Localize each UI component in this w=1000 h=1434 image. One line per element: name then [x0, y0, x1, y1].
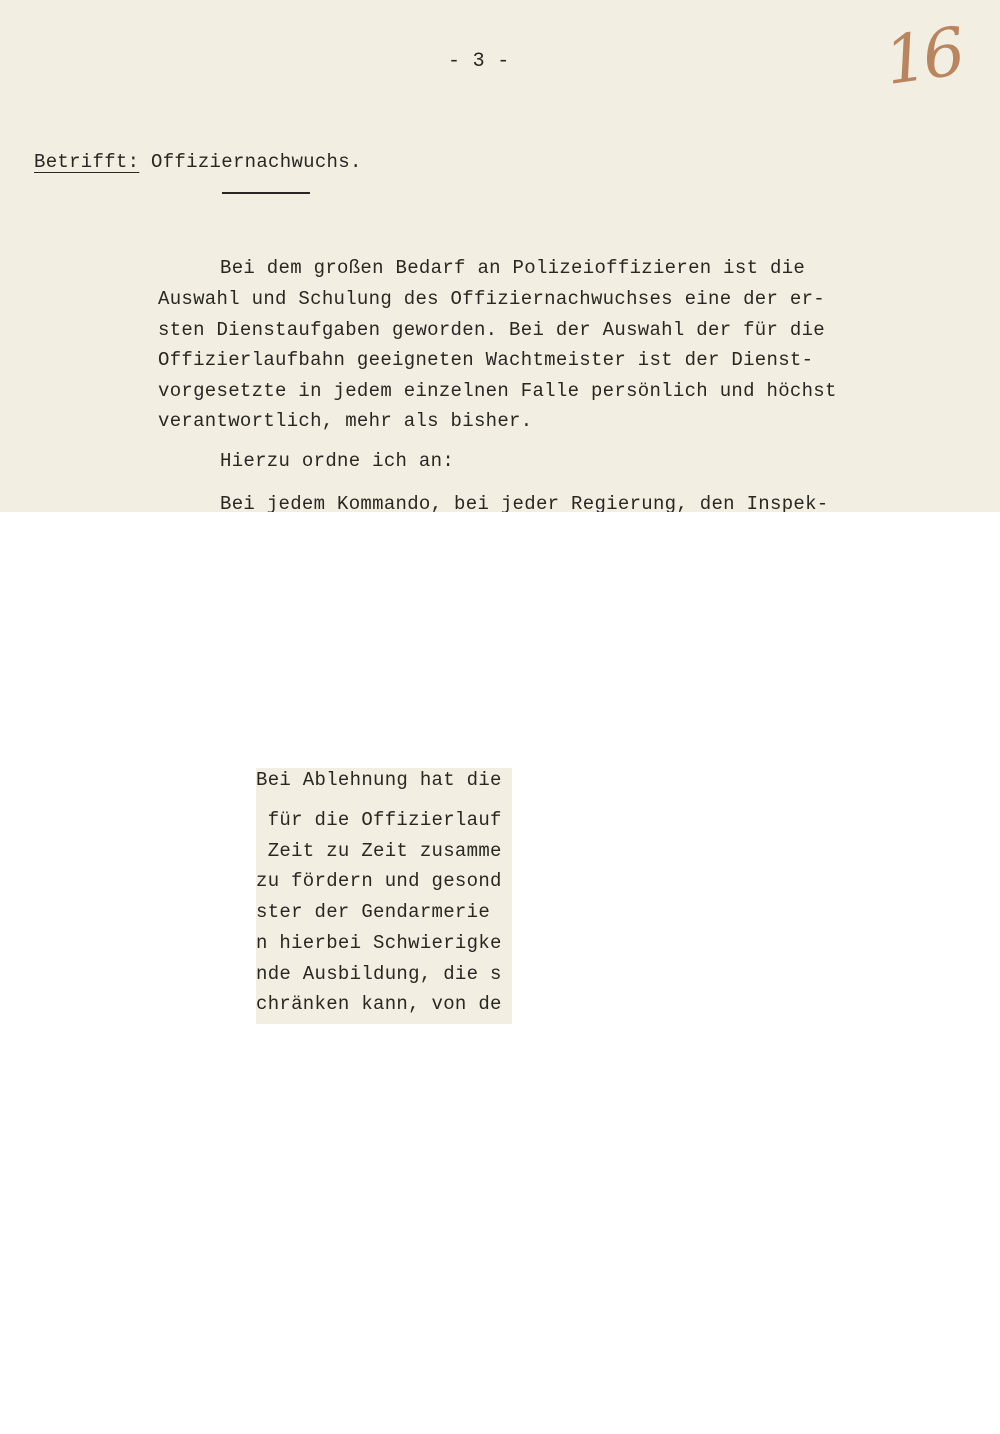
paragraph-line: Bei dem großen Bedarf an Polizeioffizieren ist die	[220, 257, 806, 279]
paragraph-line: verantwortlich, mehr als bisher.	[158, 410, 533, 432]
fragment-line: Bei Ablehnung hat die	[256, 769, 502, 791]
paragraph-line: vorgesetzte in jedem einzelnen Falle persönlich und höchst	[158, 380, 837, 402]
order-line: Hierzu ordne ich an:	[220, 450, 455, 472]
paragraph-line: Auswahl und Schulung des Offiziernachwuchses eine der er-	[158, 288, 826, 310]
cut-off-line: Bei jedem Kommando, bei jeder Regierung, den Inspek-	[220, 493, 829, 512]
fragment-line: n hierbei Schwierigke	[256, 932, 502, 954]
fragment-line: ster der Gendarmerie	[256, 901, 502, 923]
fragment-line: chränken kann, von de	[256, 993, 502, 1015]
handwritten-folio-number: 16	[880, 13, 966, 100]
paragraph-line: sten Dienstaufgaben geworden. Bei der Auswahl der für die	[158, 319, 826, 341]
fragment-line: Zeit zu Zeit zusamme	[256, 840, 502, 862]
subject-divider	[222, 192, 310, 194]
subject-label: Betrifft:	[34, 151, 140, 173]
fragment-line: zu fördern und gesond	[256, 870, 502, 892]
document-fragment	[256, 768, 512, 1024]
paragraph-line: Offizierlaufbahn geeigneten Wachtmeister ist der Dienst-	[158, 349, 814, 371]
page-number: - 3 -	[448, 50, 510, 73]
subject-text: Offiziernachwuchs.	[139, 151, 362, 173]
document-page-top	[0, 0, 1000, 512]
fragment-line: nde Ausbildung, die s	[256, 963, 502, 985]
subject-line	[34, 150, 362, 174]
fragment-line: für die Offizierlauf	[256, 809, 502, 831]
